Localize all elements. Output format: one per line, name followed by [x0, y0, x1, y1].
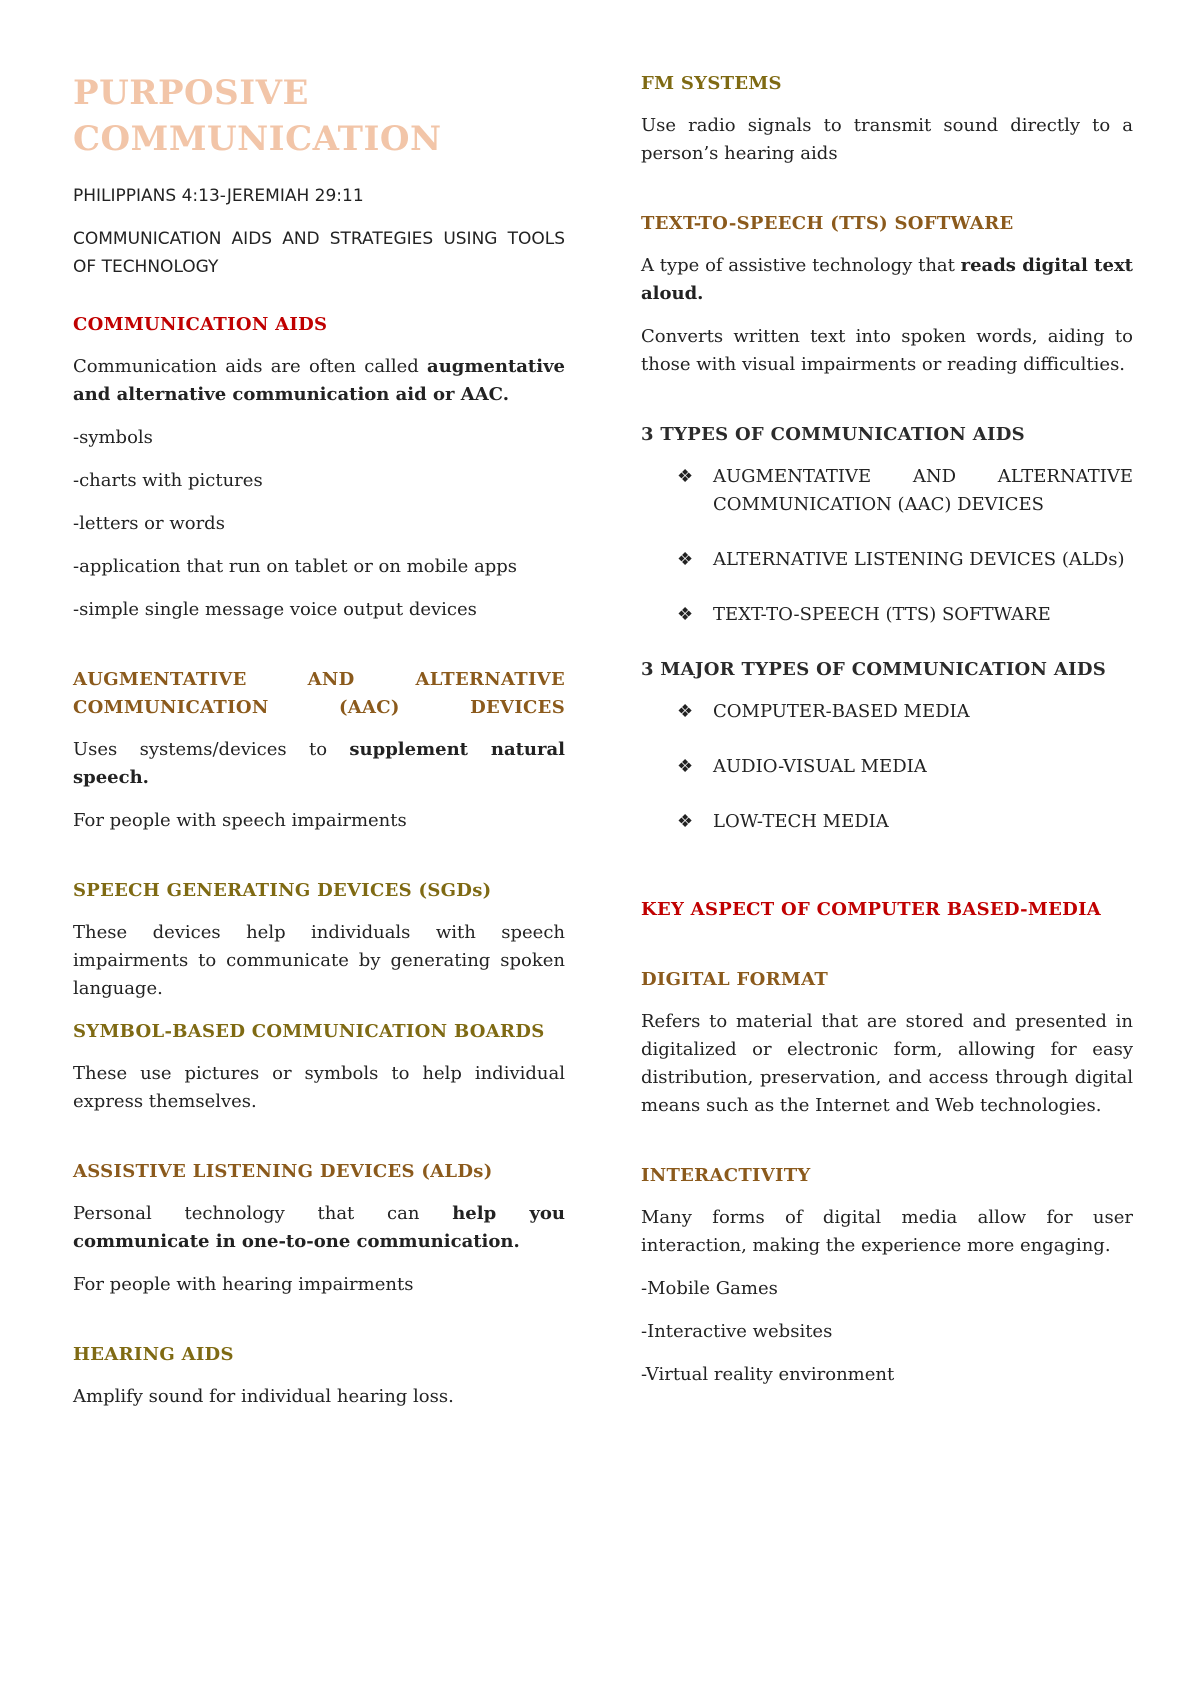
right-column — [641, 70, 1133, 1404]
diamond-bullet-icon: ❖ — [677, 756, 694, 777]
alds-text-bold: help you communicate in one-to-one communication. — [73, 1203, 565, 1252]
list-item — [641, 546, 1133, 574]
heading-fm-systems: FM SYSTEMS — [641, 73, 782, 94]
heading-alds: ASSISTIVE LISTENING DEVICES (ALDs) — [73, 1161, 493, 1182]
list-item-text: AUGMENTATIVE AND ALTERNATIVE COMMUNICATION (AAC) DEVICES — [713, 466, 1133, 515]
heading-aac-devices: AUGMENTATIVE AND ALTERNATIVE COMMUNICATION (AAC) DEVICES — [73, 669, 565, 718]
list-item: -simple single message voice output devices — [73, 599, 477, 620]
list-item-text: LOW-TECH MEDIA — [713, 811, 889, 832]
diamond-bullet-icon: ❖ — [677, 811, 694, 832]
comm-aids-intro-bold: augmentative and alternative communication aid or AAC. — [73, 356, 565, 405]
document-subtitle: COMMUNICATION AIDS AND STRATEGIES USING TOOLS OF TECHNOLOGY — [73, 229, 565, 277]
heading-sgd: SPEECH GENERATING DEVICES (SGDs) — [73, 880, 492, 901]
diamond-bullet-icon: ❖ — [677, 466, 694, 487]
bible-verse: PHILIPPIANS 4:13-JEREMIAH 29:11 — [73, 186, 364, 206]
comm-aids-intro — [73, 353, 565, 409]
list-item: -charts with pictures — [73, 470, 263, 491]
interactivity-text: Many forms of digital media allow for user interaction, making the experience more engaging. — [641, 1207, 1133, 1256]
list-item — [641, 698, 1133, 726]
list-item: -Mobile Games — [641, 1278, 778, 1299]
list-item — [641, 753, 1133, 781]
list-item: -application that run on tablet or on mobile apps — [73, 556, 517, 577]
alds-text-plain: Personal technology that can — [73, 1203, 453, 1224]
tts-text-plain: A type of assistive technology that — [641, 255, 961, 276]
symbol-boards-text: These use pictures or symbols to help individual express themselves. — [73, 1063, 565, 1112]
diamond-bullet-icon: ❖ — [677, 701, 694, 722]
list-item-text: ALTERNATIVE LISTENING DEVICES (ALDs) — [713, 549, 1125, 570]
left-column — [73, 70, 565, 1426]
aac-text-2: For people with speech impairments — [73, 810, 407, 831]
sgd-text: These devices help individuals with speech impairments to communicate by generating spoken language. — [73, 922, 565, 999]
list-item-text: TEXT-TO-SPEECH (TTS) SOFTWARE — [713, 604, 1051, 625]
heading-hearing-aids: HEARING AIDS — [73, 1344, 234, 1365]
heading-tts: TEXT-TO-SPEECH (TTS) SOFTWARE — [641, 213, 1014, 234]
tts-text-2: Converts written text into spoken words, aiding to those with visual impairments or reading difficulties. — [641, 326, 1133, 375]
list-item: -symbols — [73, 427, 153, 448]
list-item — [641, 463, 1133, 519]
list-item-text: AUDIO-VISUAL MEDIA — [713, 756, 927, 777]
heading-interactivity: INTERACTIVITY — [641, 1165, 811, 1186]
heading-symbol-boards: SYMBOL-BASED COMMUNICATION BOARDS — [73, 1021, 545, 1042]
heading-digital-format: DIGITAL FORMAT — [641, 969, 829, 990]
list-item: -Virtual reality environment — [641, 1364, 895, 1385]
aac-text — [73, 736, 565, 792]
tts-text — [641, 252, 1133, 308]
fm-text: Use radio signals to transmit sound directly to a person’s hearing aids — [641, 115, 1133, 164]
tts-text-bold: reads digital text aloud. — [641, 255, 1133, 304]
title-line-1: PURPOSIVE — [73, 73, 309, 113]
list-item: -Interactive websites — [641, 1321, 833, 1342]
document-title — [73, 70, 565, 162]
alds-text-2: For people with hearing impairments — [73, 1274, 414, 1295]
heading-major-types: 3 MAJOR TYPES OF COMMUNICATION AIDS — [641, 659, 1107, 680]
diamond-bullet-icon: ❖ — [677, 549, 694, 570]
digital-format-text: Refers to material that are stored and presented in digitalized or electronic form, allowing for easy distribution, preservation, and access through digital means such as the Internet and Web technologies. — [641, 1011, 1133, 1116]
hearing-aids-text: Amplify sound for individual hearing loss. — [73, 1386, 454, 1407]
title-line-2: COMMUNICATION — [73, 119, 442, 159]
list-item — [641, 601, 1133, 629]
list-item — [641, 808, 1133, 836]
heading-communication-aids: COMMUNICATION AIDS — [73, 314, 328, 335]
alds-text — [73, 1200, 565, 1256]
types-list — [641, 463, 1133, 629]
list-item: -letters or words — [73, 513, 225, 534]
major-types-list — [641, 698, 1133, 836]
aac-text-plain: Uses systems/devices to — [73, 739, 350, 760]
heading-key-aspect: KEY ASPECT OF COMPUTER BASED-MEDIA — [641, 899, 1102, 920]
comm-aids-intro-text: Communication aids are often called — [73, 356, 428, 377]
diamond-bullet-icon: ❖ — [677, 604, 694, 625]
heading-types: 3 TYPES OF COMMUNICATION AIDS — [641, 424, 1025, 445]
list-item-text: COMPUTER-BASED MEDIA — [713, 701, 970, 722]
aac-text-bold: supplement natural speech. — [73, 739, 565, 788]
